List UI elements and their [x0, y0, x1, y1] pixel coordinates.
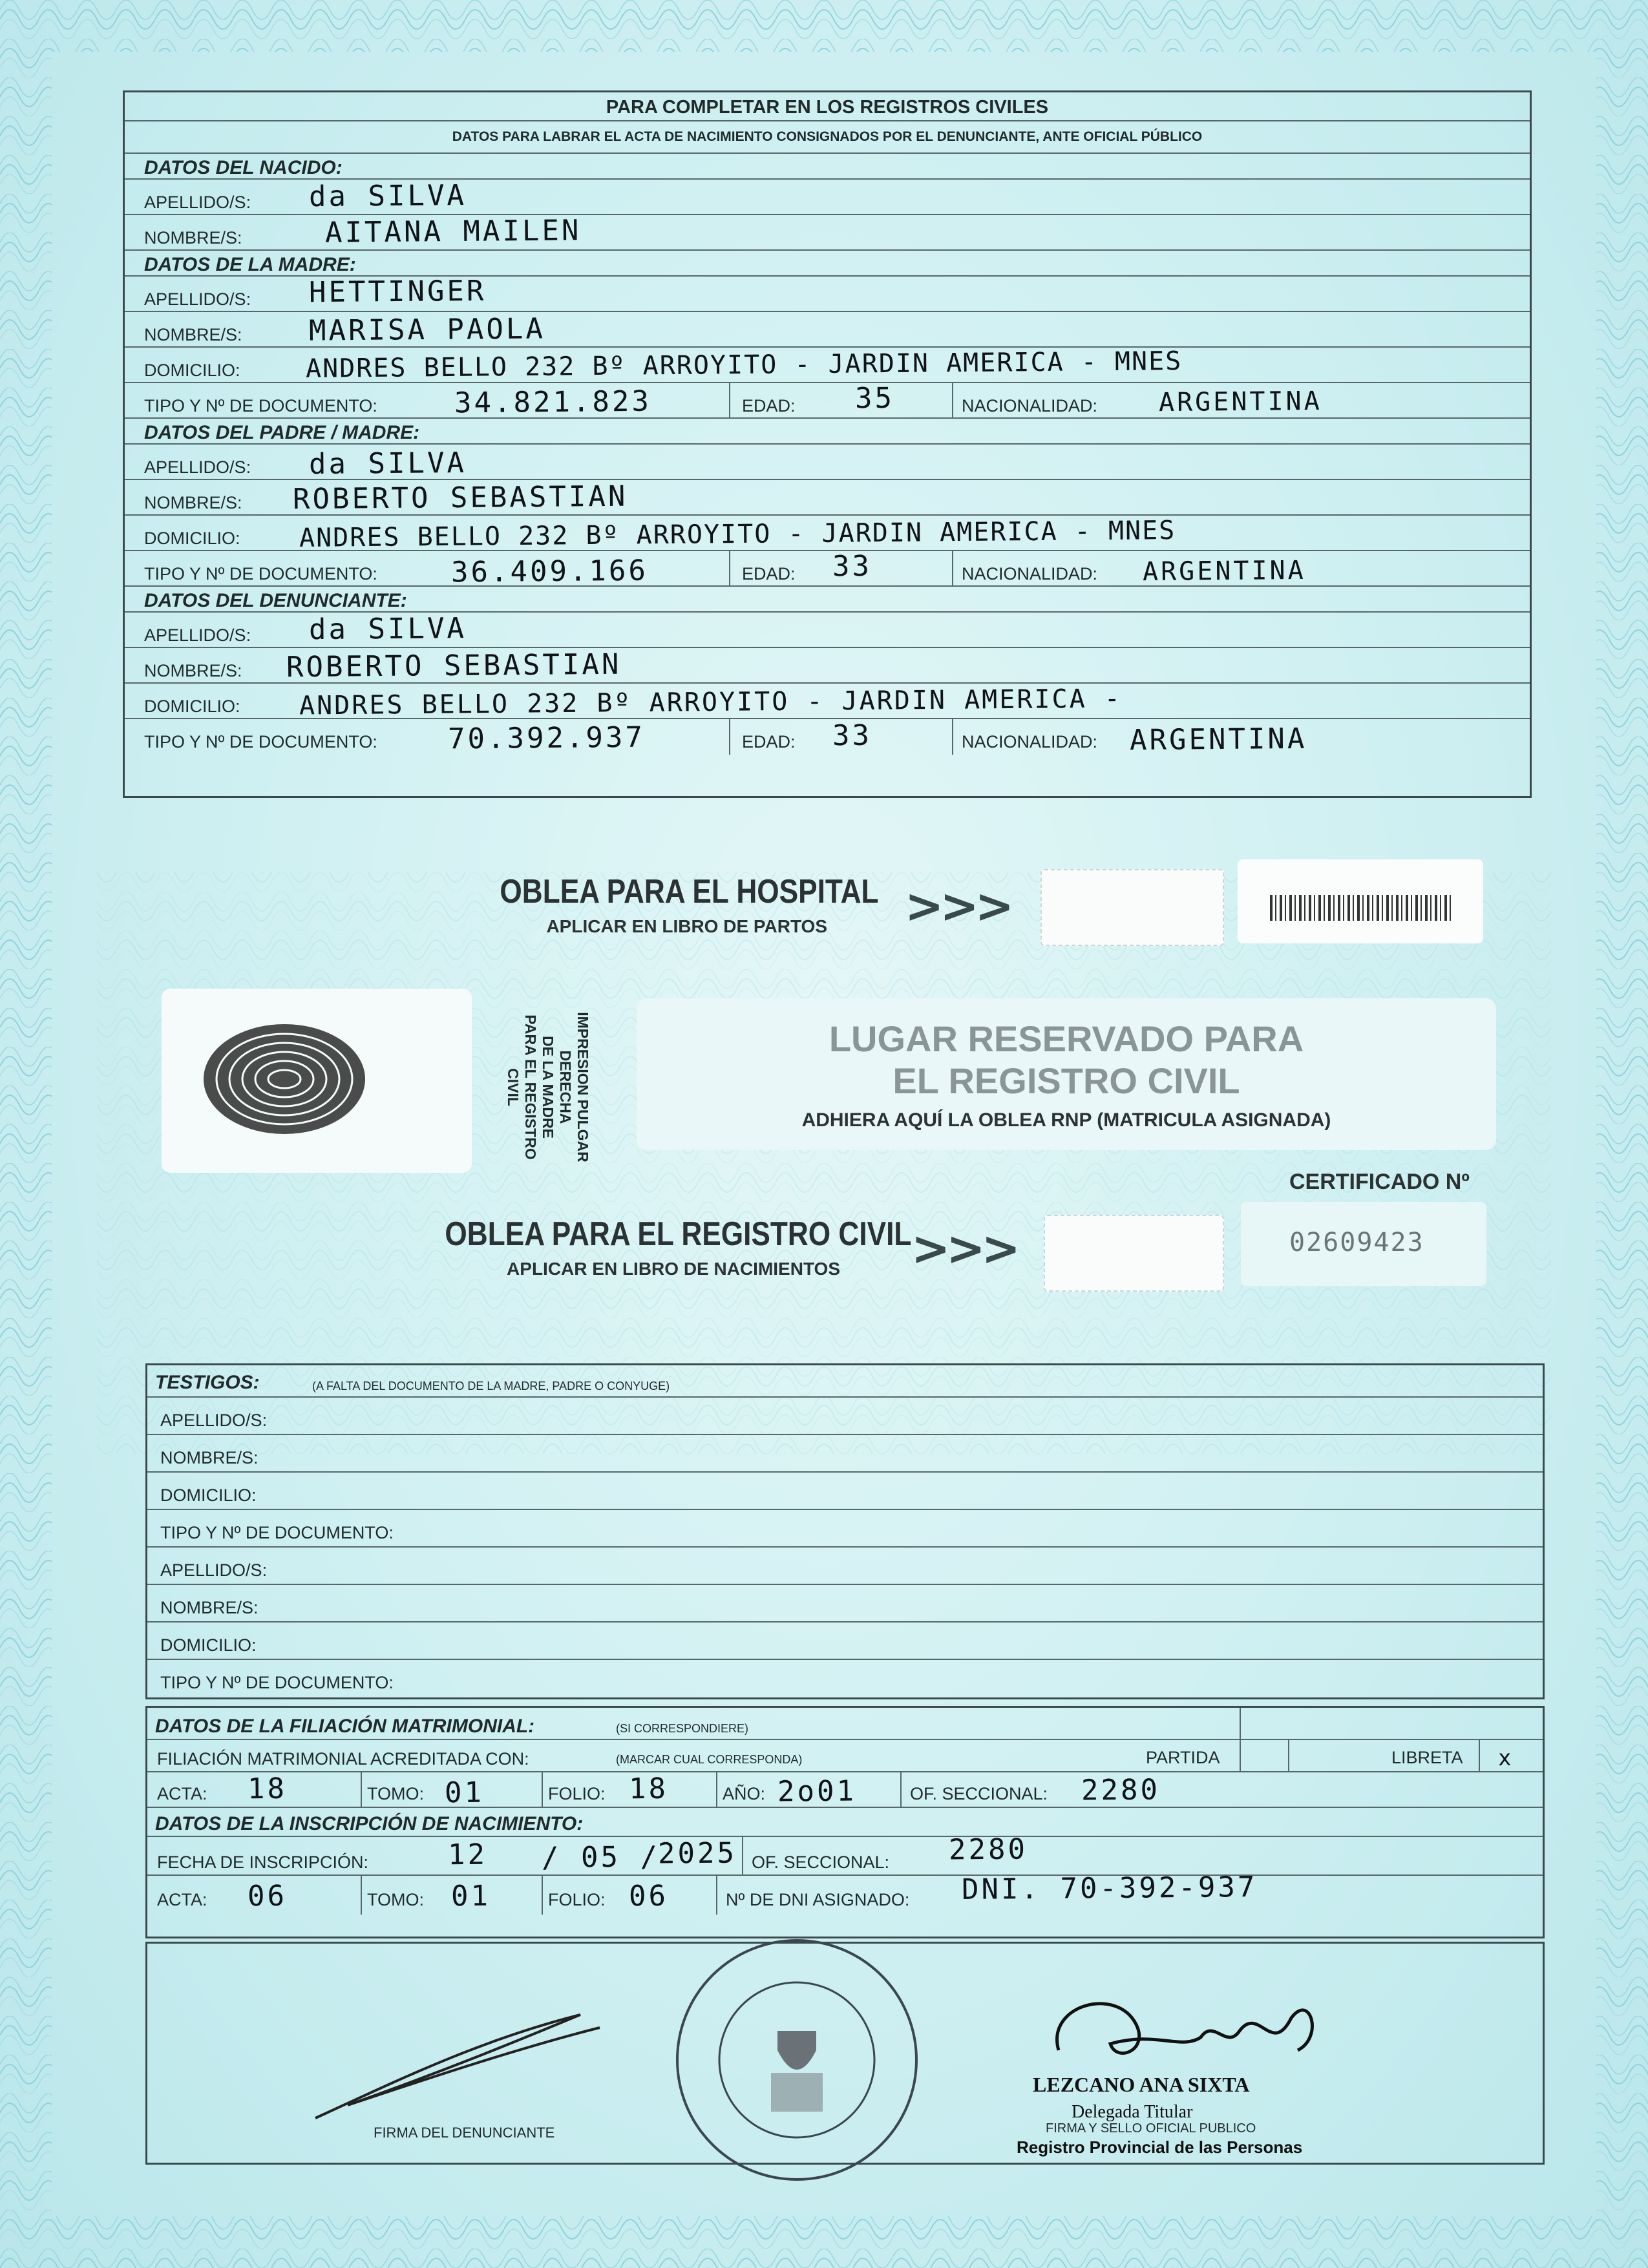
nacido-apellido-value: da SILVA: [308, 178, 467, 214]
testigo2-domicilio-row[interactable]: [147, 1622, 1543, 1660]
padre-domicilio-value: ANDRES BELLO 232 Bº ARROYITO - JARDIN AMERICA - MNES: [299, 516, 1176, 553]
apellido-label: APELLIDO/S:: [144, 289, 251, 309]
pulgar-line-1: IMPRESION PULGAR: [575, 1012, 591, 1162]
apellido-label: APELLIDO/S:: [160, 1411, 268, 1430]
tipo-doc-label: TIPO Y Nº DE DOCUMENTO:: [160, 1673, 394, 1692]
inscripcion-acta-value: 06: [247, 1879, 288, 1913]
madre-apellido-row[interactable]: [125, 274, 1530, 312]
oblea-registro: [401, 1215, 911, 1292]
apellido-label: APELLIDO/S:: [144, 193, 251, 212]
domicilio-label: DOMICILIO:: [160, 1486, 257, 1505]
padre-edad-value: 33: [832, 549, 872, 583]
fingerprint-panel: [162, 989, 472, 1173]
registro-sticker-slot[interactable]: [1044, 1215, 1224, 1292]
denunciante-apellido-row[interactable]: [125, 613, 1530, 648]
testigo-nombre-row[interactable]: [147, 1435, 1543, 1473]
nombre-label: NOMBRE/S:: [144, 493, 242, 512]
madre-nacionalidad-value: ARGENTINA: [1158, 386, 1322, 418]
section-row: [125, 587, 1530, 613]
form-title-row: [125, 92, 1530, 121]
section-denunciante: DATOS DEL DENUNCIANTE:: [144, 590, 407, 611]
section-padre: DATOS DEL PADRE / MADRE:: [144, 422, 420, 443]
fingerprint-icon: [194, 1014, 375, 1144]
testigo2-apellido-row[interactable]: [147, 1548, 1543, 1585]
firma-denunciante-label: FIRMA DEL DENUNCIANTE: [374, 2125, 555, 2141]
edad-label: EDAD:: [742, 564, 796, 583]
tomo-label: TOMO:: [367, 1890, 425, 1909]
seccional-label: OF. SECCIONAL:: [752, 1853, 890, 1872]
padre-nombre-row[interactable]: [125, 480, 1530, 516]
tipo-doc-label: TIPO Y Nº DE DOCUMENTO:: [144, 564, 377, 583]
edad-label: EDAD:: [742, 732, 796, 751]
anio-label: AÑO:: [723, 1784, 766, 1803]
padre-apellido-value: da SILVA: [308, 446, 467, 481]
domicilio-label: DOMICILIO:: [144, 697, 240, 716]
partida-label: PARTIDA: [1146, 1748, 1220, 1767]
dni-label: Nº DE DNI ASIGNADO:: [726, 1890, 910, 1909]
oficial-org: Registro Provincial de las Personas: [1017, 2137, 1303, 2157]
padre-nombre-value: ROBERTO SEBASTIAN: [292, 479, 628, 516]
birth-record-form: [123, 90, 1532, 798]
madre-documento-row[interactable]: [125, 383, 1530, 419]
testigo-documento-row[interactable]: [147, 1510, 1543, 1548]
denunciante-domicilio-value: ANDRES BELLO 232 Bº ARROYITO - JARDIN AMERICA -: [299, 684, 1123, 721]
inscripcion-seccional-value: 2280: [948, 1832, 1028, 1867]
filiacion-note: (SI CORRESPONDIERE): [616, 1722, 749, 1735]
libreta-label: LIBRETA: [1391, 1748, 1463, 1767]
inscripcion-dia-value: 12: [447, 1838, 488, 1872]
padre-apellido-row[interactable]: [125, 445, 1530, 480]
domicilio-label: DOMICILIO:: [144, 361, 240, 380]
acta-label: ACTA:: [157, 1890, 207, 1909]
filiacion-tomo-value: 01: [444, 1776, 485, 1810]
nombre-label: NOMBRE/S:: [160, 1448, 259, 1467]
folio-label: FOLIO:: [548, 1890, 606, 1909]
inscripcion-folio-value: 06: [628, 1879, 669, 1913]
oblea-hospital-title: OBLEA PARA EL HOSPITAL: [500, 873, 879, 910]
nacido-nombre-row[interactable]: [125, 215, 1530, 251]
folio-label: FOLIO:: [548, 1784, 606, 1803]
padre-documento-row[interactable]: [125, 551, 1530, 587]
hospital-sticker-slot[interactable]: [1041, 869, 1224, 946]
filiacion-seccional-value: 2280: [1081, 1773, 1161, 1807]
madre-domicilio-row[interactable]: [125, 348, 1530, 383]
pulgar-caption: [430, 989, 614, 1173]
padre-domicilio-row[interactable]: [125, 516, 1530, 551]
testigos-box: [145, 1363, 1545, 1699]
pulgar-line-3: DE LA MADRE: [540, 1036, 556, 1139]
denunciante-documento-value: 70.392.937: [447, 720, 646, 756]
hospital-arrows-icon: >>>: [905, 879, 1010, 933]
inscripcion-acta-row[interactable]: [147, 1871, 1543, 1915]
nombre-label: NOMBRE/S:: [144, 661, 242, 680]
denunciante-documento-row[interactable]: [125, 719, 1530, 755]
padre-nacionalidad-value: ARGENTINA: [1142, 555, 1306, 587]
certificado-number: 02609423: [1289, 1228, 1424, 1257]
nacionalidad-label: NACIONALIDAD:: [962, 564, 1098, 583]
tipo-doc-label: TIPO Y Nº DE DOCUMENTO:: [160, 1523, 394, 1542]
tipo-doc-label: TIPO Y Nº DE DOCUMENTO:: [144, 396, 377, 415]
oficial-role: Delegada Titular: [1072, 2102, 1193, 2122]
inscripcion-anio-value: 2025: [657, 1836, 737, 1871]
madre-nombre-value: MARISA PAOLA: [308, 312, 546, 348]
inscripcion-fecha-row[interactable]: [147, 1832, 1543, 1876]
section-testigos: TESTIGOS:: [155, 1372, 260, 1393]
apellido-label: APELLIDO/S:: [144, 457, 251, 477]
seccional-label: OF. SECCIONAL:: [910, 1784, 1048, 1803]
nacionalidad-label: NACIONALIDAD:: [962, 396, 1098, 415]
denunciante-edad-value: 33: [832, 719, 872, 753]
oblea-registro-subtitle: APLICAR EN LIBRO DE NACIMIENTOS: [507, 1259, 840, 1279]
denunciante-domicilio-row[interactable]: [125, 684, 1530, 719]
testigo-domicilio-row[interactable]: [147, 1473, 1543, 1510]
acreditada-note: (MARCAR CUAL CORRESPONDA): [616, 1753, 803, 1766]
section-filiacion: DATOS DE LA FILIACIÓN MATRIMONIAL:: [155, 1716, 535, 1737]
certificado-box: [1241, 1202, 1486, 1286]
madre-documento-value: 34.821.823: [454, 384, 652, 420]
acreditada-label: FILIACIÓN MATRIMONIAL ACREDITADA CON:: [157, 1749, 529, 1769]
filiacion-acta-row[interactable]: [147, 1772, 1543, 1808]
section-inscripcion: DATOS DE LA INSCRIPCIÓN DE NACIMIENTO:: [155, 1813, 584, 1834]
domicilio-label: DOMICILIO:: [144, 529, 240, 548]
denunciante-apellido-value: da SILVA: [308, 611, 467, 647]
madre-nombre-row[interactable]: [125, 312, 1530, 348]
fecha-label: FECHA DE INSCRIPCIÓN:: [157, 1853, 369, 1872]
oblea-registro-title: OBLEA PARA EL REGISTRO CIVIL: [445, 1215, 911, 1253]
denunciante-nacionalidad-value: ARGENTINA: [1129, 722, 1307, 757]
section-row: [147, 1808, 1543, 1837]
nacionalidad-label: NACIONALIDAD:: [962, 732, 1098, 751]
oblea-hospital: [465, 872, 879, 950]
denunciante-signature-icon: [309, 2002, 606, 2131]
tomo-label: TOMO:: [367, 1784, 425, 1803]
nacido-nombre-value: AITANA MAILEN: [324, 214, 582, 249]
apellido-label: APELLIDO/S:: [160, 1560, 268, 1580]
testigo-apellido-row[interactable]: [147, 1398, 1543, 1435]
filiacion-folio-value: 18: [628, 1772, 669, 1806]
barcode-sticker: [1238, 859, 1483, 943]
section-row: [147, 1365, 1543, 1398]
padre-documento-value: 36.409.166: [450, 554, 649, 589]
acta-label: ACTA:: [157, 1784, 207, 1803]
denunciante-nombre-row[interactable]: [125, 648, 1530, 684]
edad-label: EDAD:: [742, 396, 796, 415]
madre-edad-value: 35: [854, 381, 895, 415]
partida-checkbox[interactable]: [1240, 1740, 1289, 1771]
reserved-area[interactable]: [637, 998, 1496, 1150]
section-madre: DATOS DE LA MADRE:: [144, 254, 356, 275]
denunciante-nombre-value: ROBERTO SEBASTIAN: [286, 647, 622, 684]
tipo-doc-label: TIPO Y Nº DE DOCUMENTO:: [144, 732, 377, 751]
nombre-label: NOMBRE/S:: [144, 325, 242, 344]
section-row: [125, 419, 1530, 445]
nombre-label: NOMBRE/S:: [160, 1598, 259, 1617]
madre-apellido-value: HETTINGER: [308, 274, 487, 310]
reserved-note: ADHIERA AQUÍ LA OBLEA RNP (MATRICULA ASIGNADA): [801, 1109, 1331, 1131]
pulgar-line-2: DERECHA: [557, 1050, 574, 1124]
acreditada-row: [147, 1740, 1543, 1772]
form-title: PARA COMPLETAR EN LOS REGISTROS CIVILES: [606, 97, 1049, 118]
nacido-apellido-row[interactable]: [125, 180, 1530, 215]
testigo2-documento-row[interactable]: [147, 1660, 1543, 1697]
oficial-name: LEZCANO ANA SIXTA: [1033, 2073, 1250, 2096]
section-nacido: DATOS DEL NACIDO:: [144, 157, 343, 178]
inscripcion-dni-value: DNI. 70-392-937: [961, 1871, 1258, 1906]
oficial-label: FIRMA Y SELLO OFICIAL PUBLICO: [1046, 2121, 1256, 2136]
pulgar-line-4: PARA EL REGISTRO: [522, 1014, 539, 1160]
certificado-label: CERTIFICADO Nº: [1289, 1170, 1470, 1194]
inscripcion-tomo-value: 01: [450, 1879, 491, 1913]
apellido-label: APELLIDO/S:: [144, 625, 251, 645]
form-subtitle: DATOS PARA LABRAR EL ACTA DE NACIMIENTO CONSIGNADOS POR EL DENUNCIANTE, ANTE OFICIAL PÚBLICO: [452, 129, 1203, 144]
section-row: [147, 1708, 1543, 1740]
barcode-icon: [1270, 895, 1451, 921]
inscripcion-mes-value: / 05 /: [541, 1840, 660, 1874]
filiacion-acta-value: 18: [247, 1772, 288, 1806]
firmas-box: [145, 1942, 1545, 2165]
form-subtitle-row: [125, 121, 1530, 154]
nombre-label: NOMBRE/S:: [144, 228, 242, 247]
domicilio-label: DOMICILIO:: [160, 1635, 257, 1655]
reserved-line-1: LUGAR RESERVADO PARA: [829, 1018, 1304, 1059]
libreta-mark: x: [1497, 1745, 1514, 1772]
registro-arrows-icon: >>>: [911, 1221, 1017, 1276]
pulgar-line-5: CIVIL: [505, 1068, 522, 1106]
filiacion-box: [145, 1706, 1545, 1938]
testigos-note: (A FALTA DEL DOCUMENTO DE LA MADRE, PADRE O CONYUGE): [312, 1380, 670, 1392]
filiacion-anio-value: 2o01: [777, 1774, 857, 1809]
section-row: [125, 154, 1530, 180]
section-row: [125, 251, 1530, 277]
oblea-hospital-subtitle: APLICAR EN LIBRO DE PARTOS: [546, 916, 827, 936]
madre-domicilio-value: ANDRES BELLO 232 Bº ARROYITO - JARDIN AMERICA - MNES: [305, 346, 1183, 384]
oficial-signature-icon: [1039, 1979, 1336, 2083]
testigo2-nombre-row[interactable]: [147, 1585, 1543, 1622]
reserved-line-2: EL REGISTRO CIVIL: [893, 1060, 1240, 1101]
